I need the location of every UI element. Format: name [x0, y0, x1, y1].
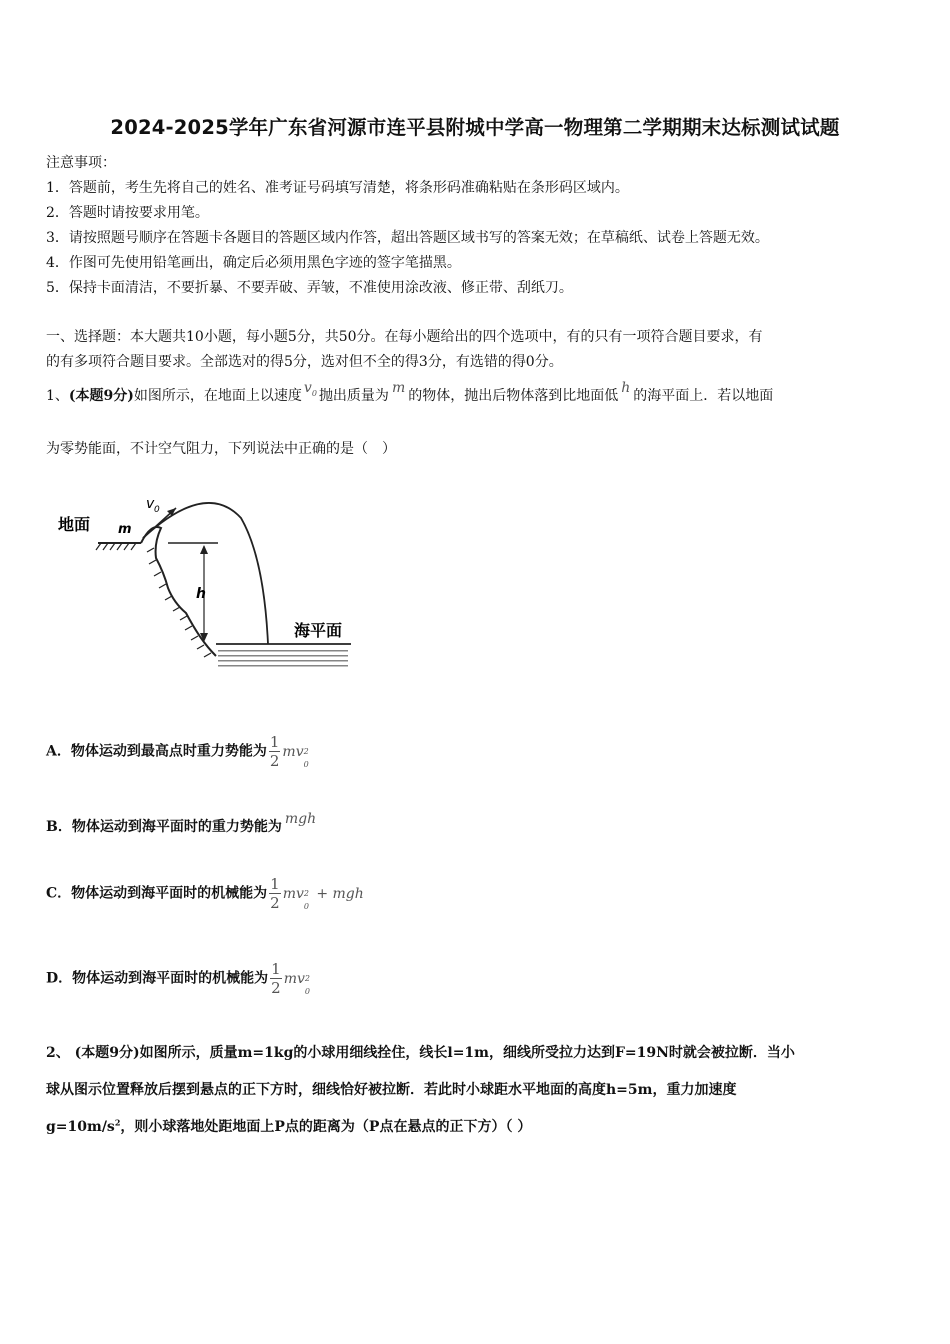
option-a[interactable]: A．物体运动到最高点时重力势能为 $\frac{1}{2}$ mv 2 0	[46, 733, 312, 770]
page-title: 2024-2025学年广东省河源市连平县附城中学高一物理第二学期期末达标测试试题	[110, 116, 840, 139]
height-label: h	[196, 586, 206, 602]
velocity-subscript: 0	[154, 505, 160, 515]
fraction: $\frac{1}{2}$	[269, 733, 280, 770]
sea-dots	[218, 650, 348, 667]
section-intro-line1: 一、选择题：本大题共10小题，每小题5分，共50分。在每小题给出的四个选项中，有的只有一项符合题目要求，有	[46, 329, 763, 345]
math-expression: mgh	[284, 811, 317, 827]
question-2-line2: 球从图示位置释放后摆到悬点的正下方时，细线恰好被拉断．若此时小球距水平地面的高度h=5m，重力加速度	[46, 1082, 737, 1098]
question-text: 抛出质量为	[318, 388, 389, 404]
fraction: $\frac{1}{2}$	[270, 875, 280, 912]
question-2-line3: $g=10m/s^2$，则小球落地处距地面上P点的距离为（P点在悬点的正下方）（ ）	[46, 1117, 532, 1135]
cliff-projectile-figure	[46, 488, 366, 698]
option-d[interactable]: D．物体运动到海平面时的机械能为 $\frac{1}{2}$ mv 2 0	[46, 960, 313, 997]
section-intro-line2: 的有多项符合题目要求。全部选对的得5分，选对但不全的得3分，有选错的得0分。	[46, 354, 563, 370]
ground-label: 地面	[58, 515, 91, 534]
math-expression: mv 2 0	[282, 743, 309, 769]
option-c[interactable]: C．物体运动到海平面时的机械能为 $\frac{1}{2}$ mv 2 0 + mgh	[46, 875, 364, 912]
notice-heading: 注意事项：	[46, 155, 116, 171]
notice-item: 1．答题前，考生先将自己的姓名、准考证号码填写清楚，将条形码准确粘贴在条形码区域内。	[46, 180, 629, 196]
sea-label: 海平面	[294, 621, 343, 640]
m-symbol: m	[391, 380, 406, 396]
math-expression: mv 2 0	[283, 970, 310, 996]
fraction: $\frac{1}{2}$	[271, 960, 281, 997]
question-text: 如图所示，在地面上以速度	[133, 388, 302, 404]
cliff-hatching	[147, 548, 211, 657]
question-text: 的海平面上．若以地面	[633, 388, 774, 404]
mass-label: m	[118, 522, 132, 537]
notice-item: 2．答题时请按要求用笔。	[46, 205, 209, 221]
notice-item: 4．作图可先使用铅笔画出，确定后必须用黑色字迹的签字笔描黑。	[46, 255, 461, 271]
question-2-line1: 2、 (本题9分)如图所示，质量m=1kg的小球用细线拴住，线长l=1m，细线所受拉力达到F=19N时就会被拉断．当小	[46, 1045, 795, 1061]
notice-item: 3．请按照题号顺序在答题卡各题目的答题区域内作答，超出答题区域书写的答案无效；在草稿纸、试卷上答题无效。	[46, 230, 769, 246]
option-b[interactable]: B．物体运动到海平面时的重力势能为 mgh	[46, 811, 317, 835]
question-number: 1、	[46, 388, 69, 404]
h-symbol: h	[621, 380, 631, 396]
question-1-line2: 为零势能面，不计空气阻力，下列说法中正确的是（ ）	[46, 441, 396, 457]
velocity-label: v	[146, 496, 155, 512]
question-text: 的物体，抛出后物体落到比地面低	[408, 388, 619, 404]
question-points: (本题9分)	[68, 388, 134, 404]
question-1-line1	[46, 380, 774, 406]
ground-hatching	[96, 543, 136, 550]
height-arrowhead-up	[200, 545, 208, 554]
math-expression: mv 2 0 + mgh	[282, 885, 364, 911]
trajectory-curve	[143, 503, 268, 644]
notice-item: 5．保持卡面清洁，不要折暴、不要弄破、弄皱，不准使用涂改液、修正带、刮纸刀。	[46, 280, 573, 296]
v0-symbol: $v_0$	[303, 380, 317, 398]
